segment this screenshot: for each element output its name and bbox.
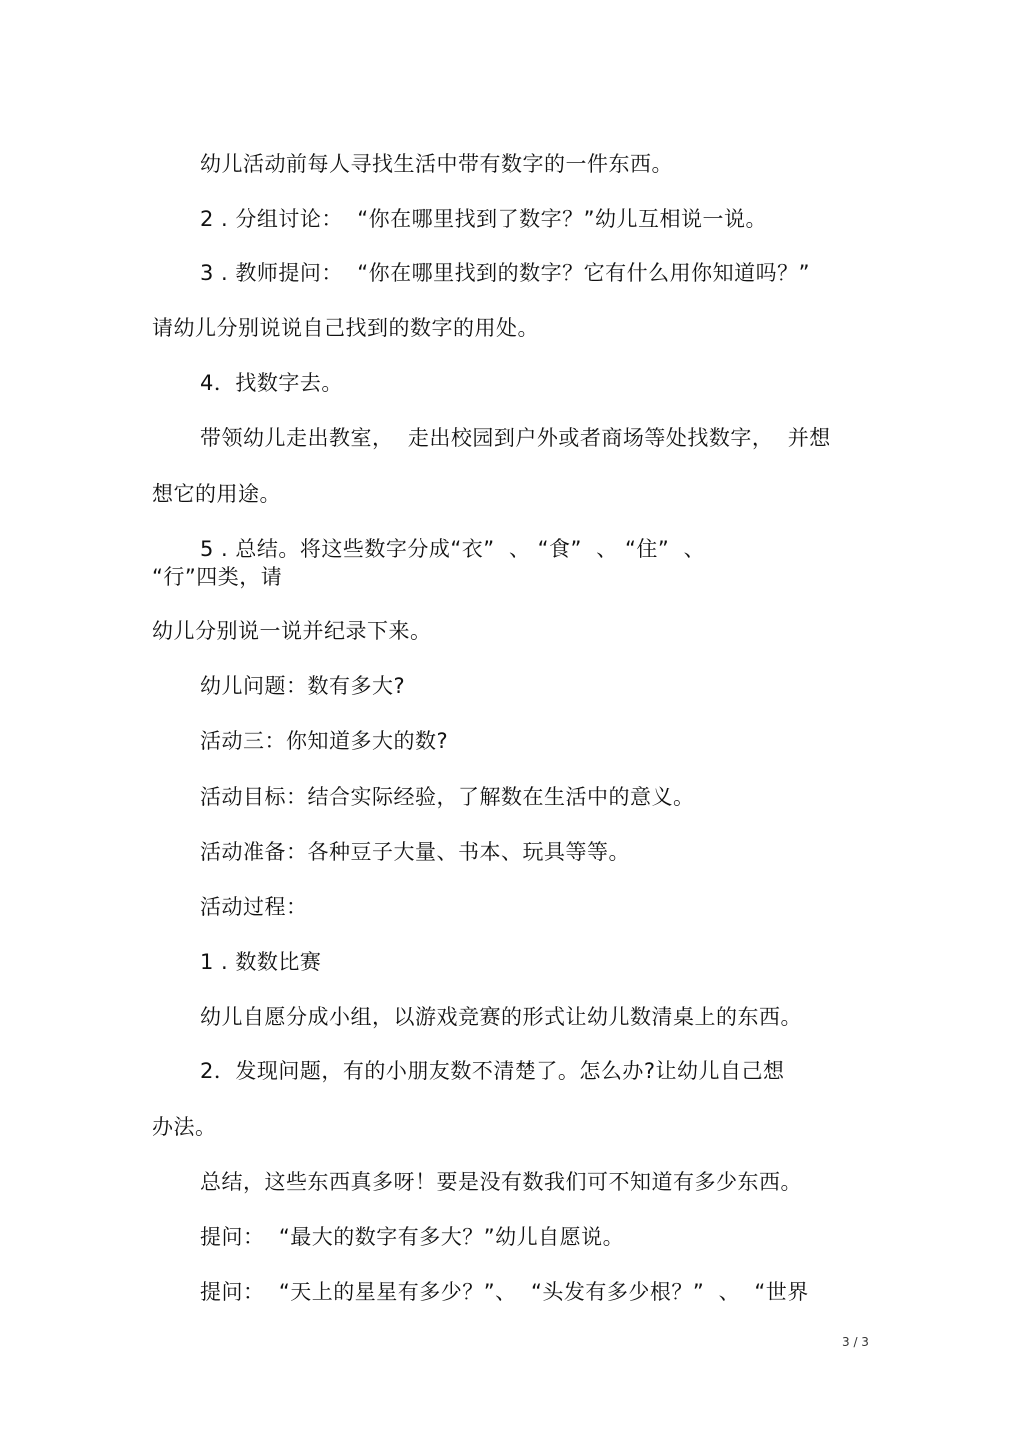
paragraph-line: 提问： “天上的星星有多少？”、 “头发有多少根？” 、 “世界: [200, 1280, 809, 1304]
paragraph-line: 请幼儿分别说说自己找到的数字的用处。: [152, 316, 539, 340]
paragraph-line: 3 . 教师提问： “你在哪里找到的数字？它有什么用你知道吗？”: [200, 261, 810, 285]
paragraph-line: 活动三：你知道多大的数?: [200, 729, 449, 753]
paragraph-line: 活动目标：结合实际经验，了解数在生活中的意义。: [200, 785, 695, 809]
paragraph-line: 2．发现问题，有的小朋友数不清楚了。怎么办?让幼儿自己想: [200, 1059, 785, 1083]
paragraph-line: 4．找数字去。: [200, 371, 343, 395]
paragraph-line: 幼儿分别说一说并纪录下来。: [152, 619, 432, 643]
paragraph-line: 总结，这些东西真多呀！要是没有数我们可不知道有多少东西。: [200, 1170, 802, 1194]
paragraph-line: 办法。: [152, 1115, 217, 1139]
paragraph-line: 幼儿问题：数有多大?: [200, 674, 406, 698]
paragraph-line: “行”四类，请: [152, 565, 283, 589]
paragraph-line: 2 . 分组讨论： “你在哪里找到了数字？”幼儿互相说一说。: [200, 207, 767, 231]
paragraph-line: 活动过程：: [200, 895, 308, 919]
paragraph-line: 提问： “最大的数字有多大？”幼儿自愿说。: [200, 1225, 625, 1249]
paragraph-line: 活动准备：各种豆子大量、书本、玩具等等。: [200, 840, 630, 864]
paragraph-line: 幼儿活动前每人寻找生活中带有数字的一件东西。: [200, 152, 673, 176]
paragraph-line: 幼儿自愿分成小组，以游戏竞赛的形式让幼儿数清桌上的东西。: [200, 1005, 802, 1029]
paragraph-line: 想它的用途。: [152, 482, 281, 506]
paragraph-line: 1 . 数数比赛: [200, 950, 322, 974]
page-number: 3 / 3: [842, 1335, 869, 1349]
paragraph-line: 5 . 总结。将这些数字分成“衣” 、 “食” 、 “住” 、: [200, 537, 706, 561]
paragraph-line: 带领幼儿走出教室， 走出校园到户外或者商场等处找数字， 并想: [200, 426, 831, 450]
